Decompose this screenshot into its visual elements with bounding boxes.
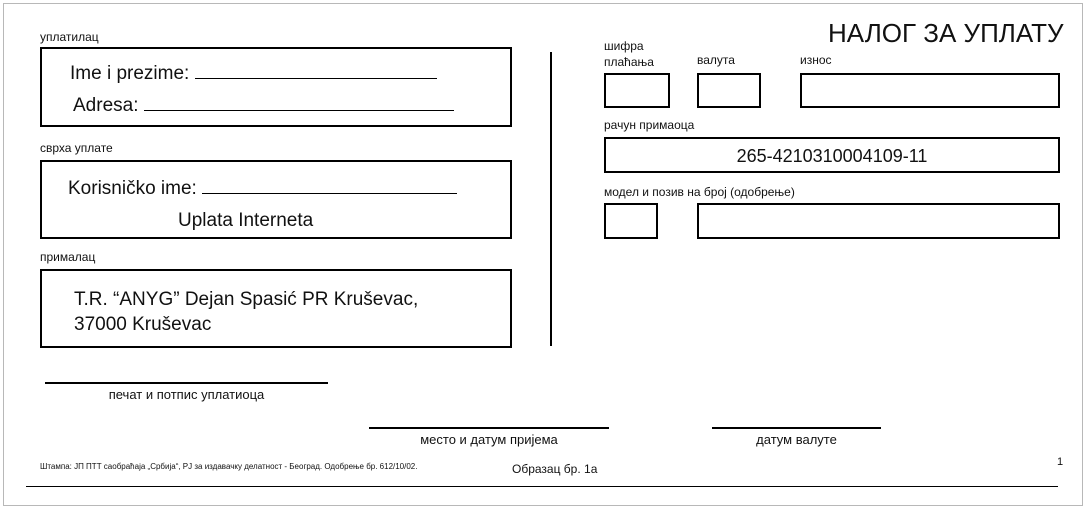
- currency-field[interactable]: [697, 73, 761, 108]
- value-date-line: [712, 427, 881, 429]
- purpose-box: [40, 160, 512, 239]
- payer-name-row: [70, 61, 437, 85]
- recipient-account-label: рачун примаоца: [604, 118, 695, 132]
- username-label: Korisničko ime:: [68, 178, 197, 199]
- form-title: НАЛОГ ЗА УПЛАТУ: [828, 18, 1064, 48]
- recipient-account-value: 265-4210310004109-11: [736, 146, 928, 166]
- payer-address-label: Adresa:: [73, 95, 139, 116]
- purpose-label: сврха уплате: [40, 141, 113, 155]
- payer-name-label: Ime i prezime:: [70, 63, 190, 84]
- recipient-box: [40, 269, 512, 348]
- recipient-line1: T.R. “ANYG” Dejan Spasić PR Kruševac,: [74, 289, 419, 310]
- payer-box: [40, 47, 512, 127]
- payment-code-field[interactable]: [604, 73, 670, 108]
- signature-label: печат и потпис уплатиоца: [108, 387, 265, 402]
- purpose-text: Uplata Interneta: [178, 210, 314, 231]
- reference-label: модел и позив на број (одобрење): [604, 185, 795, 199]
- recipient-label: прималац: [40, 250, 96, 264]
- page-number: 1: [1057, 456, 1064, 468]
- imprint-text: Штампа: ЈП ПТТ саобраћаја „Србија“, РЈ за издавачку делатност - Београд. Одобрење бр. 612/10/02.: [40, 462, 418, 471]
- payer-address-row: [73, 93, 454, 117]
- payment-code-label-2: плаћања: [604, 55, 654, 69]
- form-number: Образац бр. 1а: [512, 462, 598, 476]
- place-date-label: место и датум пријема: [420, 432, 558, 447]
- username-field[interactable]: [202, 176, 457, 194]
- payment-code-label-1: шифра: [604, 39, 644, 53]
- amount-label: износ: [800, 53, 832, 67]
- place-date-line: [369, 427, 609, 429]
- footer-rule: [26, 486, 1058, 487]
- value-date-label: датум валуте: [756, 432, 837, 447]
- currency-label: валута: [697, 53, 735, 67]
- payer-address-field[interactable]: [144, 93, 454, 111]
- payer-name-field[interactable]: [195, 61, 437, 79]
- username-row: [68, 176, 457, 200]
- recipient-account-field[interactable]: [604, 137, 1060, 173]
- recipient-line2: 37000 Kruševac: [74, 314, 212, 335]
- signature-line: [45, 382, 328, 384]
- reference-number-field[interactable]: [697, 203, 1060, 239]
- payer-label: уплатилац: [40, 30, 99, 44]
- vertical-divider: [550, 52, 552, 346]
- reference-model-field[interactable]: [604, 203, 658, 239]
- amount-field[interactable]: [800, 73, 1060, 108]
